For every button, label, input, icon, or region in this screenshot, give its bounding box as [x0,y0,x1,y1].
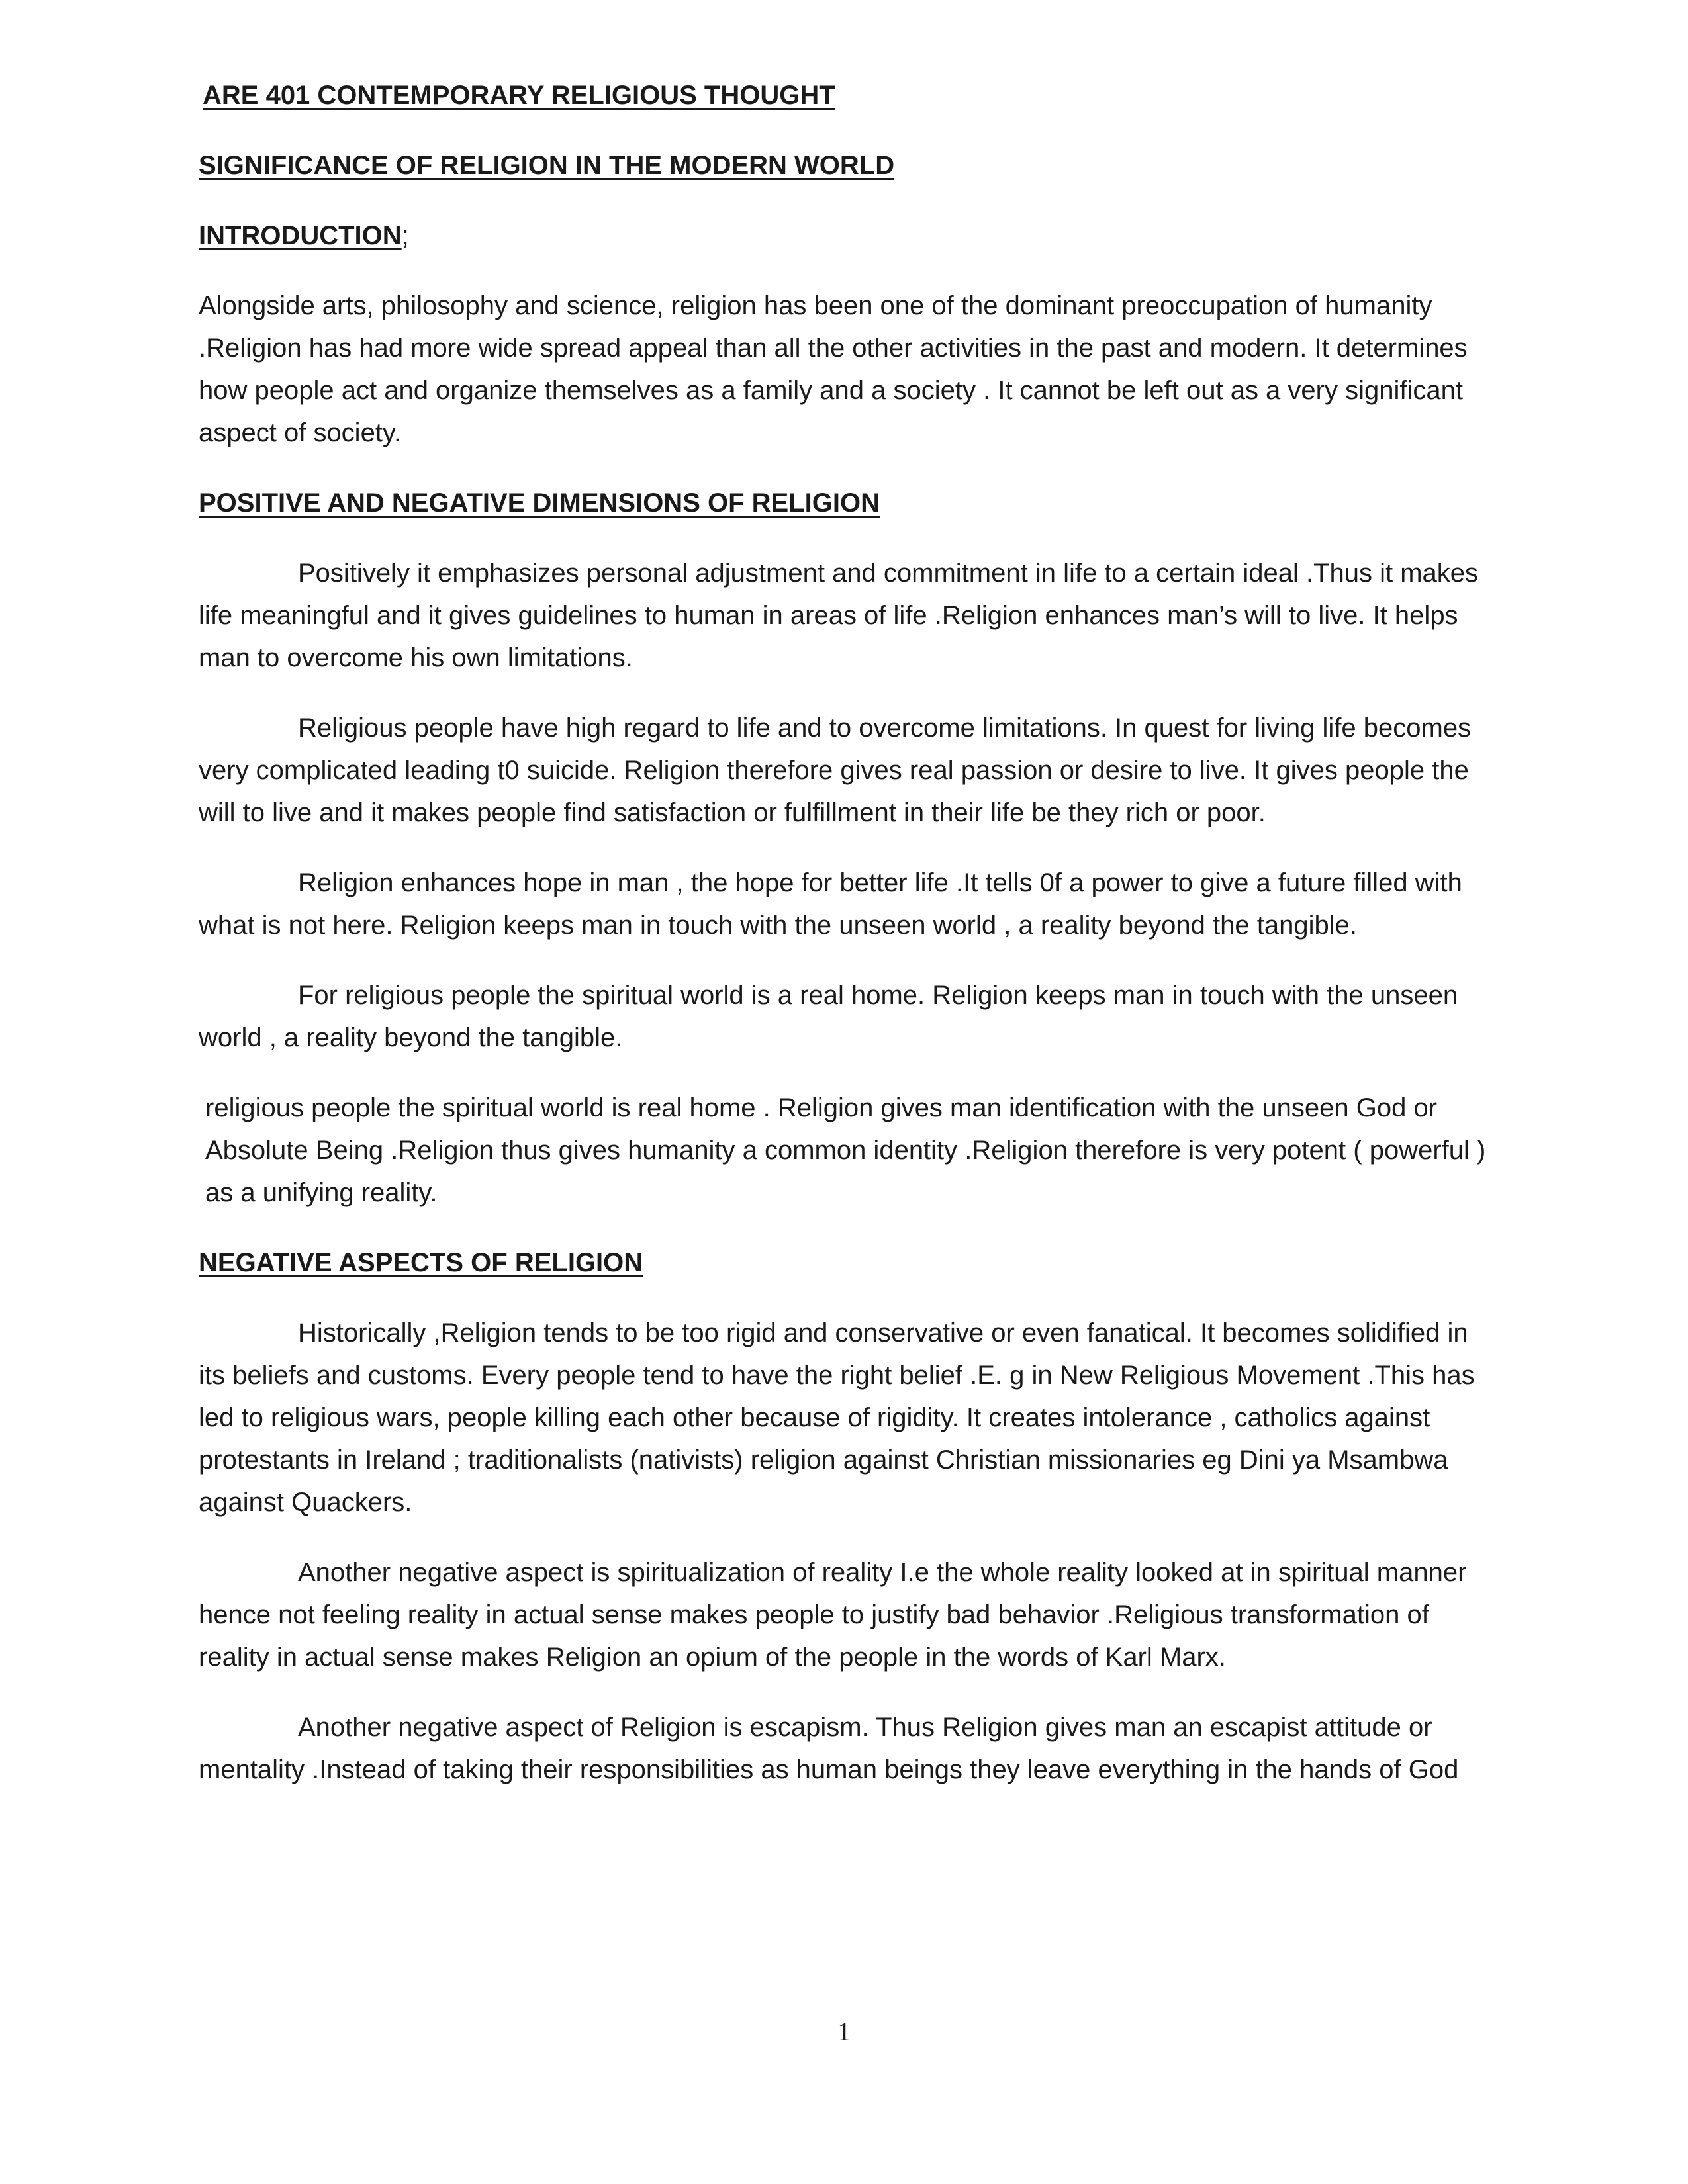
introduction-heading: INTRODUCTION [199,221,402,250]
course-title: ARE 401 CONTEMPORARY RELIGIOUS THOUGHT [203,81,835,110]
page-number: 1 [837,2017,851,2046]
positive-paragraph-1: Positively it emphasizes personal adjustment and commitment in life to a certain ideal .Thus it makes life meaningful and it gives guidelines to human in areas of life .Religion enhances man’s will to live. It helps man to overcome his own limitations. [199,559,1479,672]
negative-paragraph-3: Another negative aspect of Religion is escapism. Thus Religion gives man an escapist attitude or mentality .Instead of taking their responsibilities as human beings they leave everything in the hands of God [199,1713,1459,1784]
negative-aspects-heading: NEGATIVE ASPECTS OF RELIGION [199,1248,643,1277]
positive-negative-heading: POSITIVE AND NEGATIVE DIMENSIONS OF RELIGION [199,488,880,518]
positive-paragraph-5: religious people the spiritual world is real home . Religion gives man identification with the unseen God or Absolute Being .Religion thus gives humanity a common identity .Religion therefore is very potent ( powerful ) as a unifying reality. [205,1093,1486,1207]
negative-paragraph-2: Another negative aspect is spiritualization of reality I.e the whole reality looked at in spiritual manner hence not feeling reality in actual sense makes people to justify bad behavior .Religious transformation of reality in actual sense makes Religion an opium of the people in the words of Karl Marx. [199,1558,1467,1672]
positive-paragraph-2: Religious people have high regard to life and to overcome limitations. In quest for living life becomes very complicated leading t0 suicide. Religion therefore gives real passion or desire to live. It gives people the will to live and it makes people find satisfaction or fulfillment in their life be they rich or poor. [199,713,1472,827]
positive-paragraph-3: Religion enhances hope in man , the hope for better life .It tells 0f a power to give a future filled with what is not here. Religion keeps man in touch with the unseen world , a reality beyond the tangible. [199,868,1462,940]
introduction-heading-punct: ; [401,221,409,250]
introduction-heading-row [199,214,1496,257]
introduction-paragraph: Alongside arts, philosophy and science, religion has been one of the dominant preoccupation of humanity .Religion has had more wide spread appeal than all the other activities in the past and modern. It determines how people act and organize themselves as a family and a society . It cannot be left out as a very significant aspect of society. [199,291,1468,447]
negative-paragraph-1: Historically ,Religion tends to be too rigid and conservative or even fanatical. It becomes solidified in its beliefs and customs. Every people tend to have the right belief .E. g in New Religious Movement .This has led to religious wars, people killing each other because of rigidity. It creates intolerance , catholics against protestants in Ireland ; traditionalists (nativists) religion against Christian missionaries eg Dini ya Msambwa against Quackers. [199,1318,1475,1517]
document-page [199,74,1496,1819]
positive-paragraph-4: For religious people the spiritual world is a real home. Religion keeps man in touch with the unseen world , a reality beyond the tangible. [199,981,1458,1052]
topic-title: SIGNIFICANCE OF RELIGION IN THE MODERN WORLD [199,151,895,180]
